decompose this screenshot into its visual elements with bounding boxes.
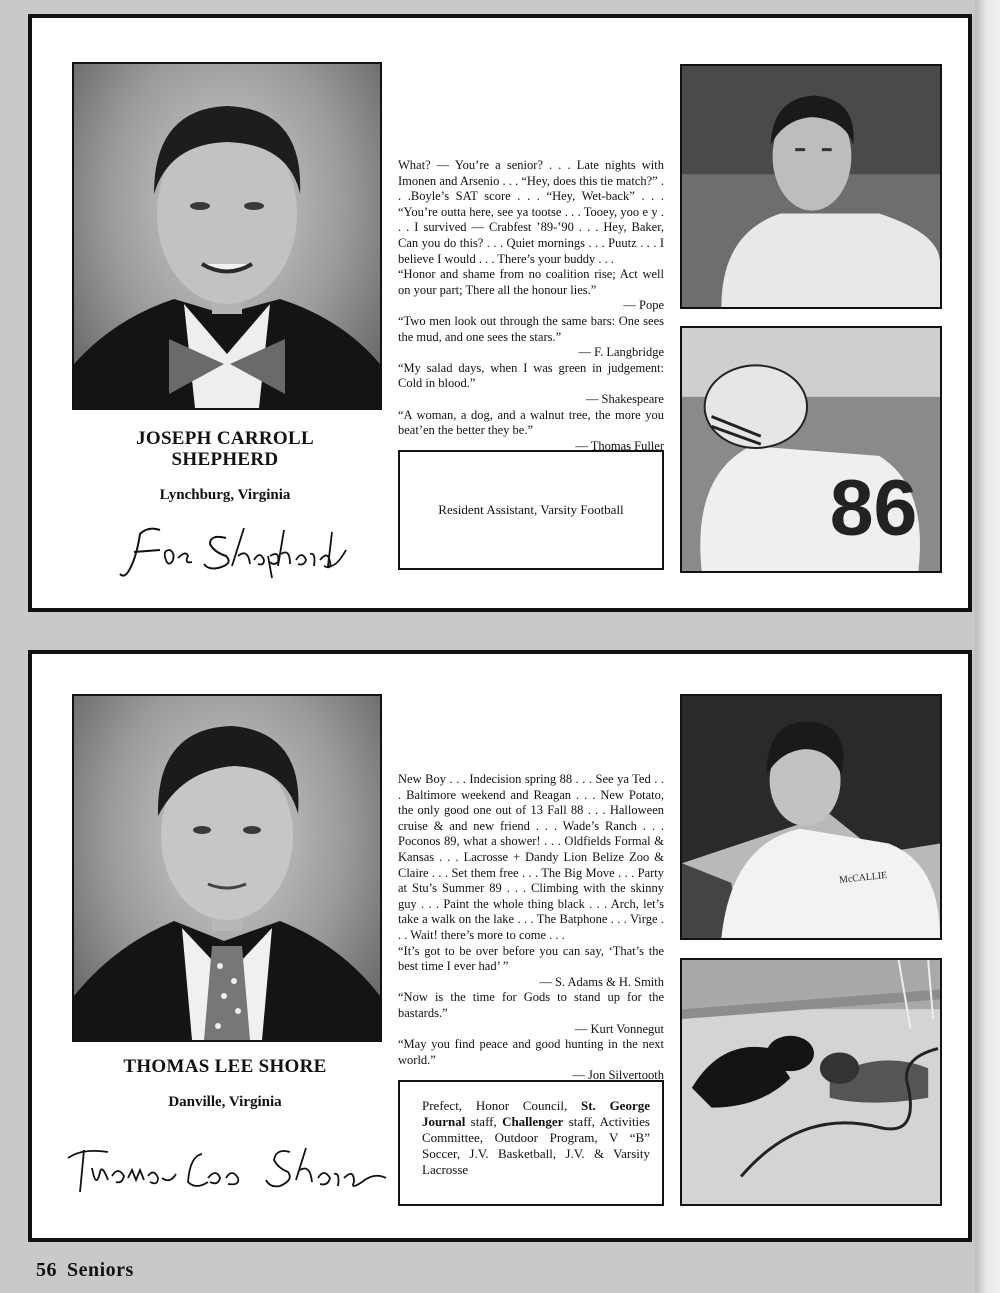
quote-text: “A woman, a dog, and a walnut tree, the more you beat’en the better they be.” [398,407,664,438]
candid-photo-football-practice [680,64,942,309]
activities-text: Prefect, Honor Council, St. George Journal staff, Challenger staff, Activities Committee, Outdoor Program, V “B” Soccer, J.V. Basketball, J.V. & Varsity Lacrosse [422,1098,650,1177]
portrait-photo [72,62,382,410]
activities-box [398,1080,664,1206]
page-footer [36,1259,134,1282]
quote-attribution: — Thomas Fuller [575,438,664,453]
activities-text: Resident Assistant, Varsity Football [438,502,624,517]
quote-text: “May you find peace and good hunting in the next world.” [398,1037,664,1067]
senior-name: THOMAS LEE SHORE [123,1056,327,1077]
senior-panel-shepherd [28,14,972,612]
quote-attribution: — Jon Silvertooth [572,1068,664,1083]
quote-text: “Honor and shame from no coalition rise; Act well on your part; There all the honour lies.” [398,267,664,297]
quote-text: “My salad days, when I was green in judgement: Cold in blood.” [398,360,664,391]
quote-text: “Now is the time for Gods to stand up for the bastards.” [398,990,664,1020]
signature [62,1138,392,1206]
quote-block [398,158,664,454]
signature [118,520,358,584]
quote-block [398,772,664,1084]
quote-attribution: — S. Adams & H. Smith [539,974,664,989]
candid-photo-football-game [680,326,942,573]
quote-attribution: — Kurt Vonnegut [574,1021,664,1036]
memories-text: New Boy . . . Indecision spring 88 . . . See ya Ted . . . Baltimore weekend and Reagan . . . New Potato, the only good one out of 13 Fall 88 . . . Halloween cruise & and new friend . . . Wade’s Ranch . . . Poconos 89, what a shower! . . . Oldfields Formal & Kansas . . . Lacrosse + Dandy Lion Belize Zoo & Claire . . . Set them free . . . The Big Move . . . Party at Stu’s Summer 89 . . . Climbing with the skinny guy . . . Paint the whole thing black . . . Arch, let’s take a walk on the lake . . . The Batphone . . . Virge . . . Wait! there’s more to come . . . [398,772,664,942]
jersey-number: 86 [829,463,918,552]
hometown: Lynchburg, Virginia [159,487,291,503]
hometown: Danville, Virginia [168,1094,282,1110]
quote-attribution: — Shakespeare [585,391,664,406]
page-number: 56 [36,1259,57,1281]
shirt-lettering: McCALLIE [838,869,888,886]
candid-photo-outdoors [680,694,942,940]
portrait-photo [72,694,382,1042]
quote-text: “Two men look out through the same bars: One sees the mud, and one sees the stars.” [398,313,664,344]
quote-text: “It’s got to be over before you can say, ‘That’s the best time I ever had’ ” [398,943,664,974]
section-title: Seniors [67,1259,134,1281]
senior-panel-shore [28,650,972,1242]
senior-name: JOSEPH CARROLL SHEPHERD [136,428,314,470]
candid-photo-dog-by-pool [680,958,942,1206]
quote-attribution: — Pope [623,298,664,313]
binding-gutter [975,0,1000,1293]
quote-attribution: — F. Langbridge [578,345,664,360]
activities-box [398,450,664,570]
memories-text: What? — You’re a senior? . . . Late nights with Imonen and Arsenio . . . “Hey, does this tie match?” . . .Boyle’s SAT score . . . “Hey, Wet-back” . . . “You’re outta here, see ya tootse . . . Tooey, yoo e y . . . I survived — Crabfest ’89-’90 . . . Hey, Baker, Can you do this? . . . Quiet mornings . . . Puutz . . . I believe I would . . . There’s your buddy . . . [398,158,664,266]
